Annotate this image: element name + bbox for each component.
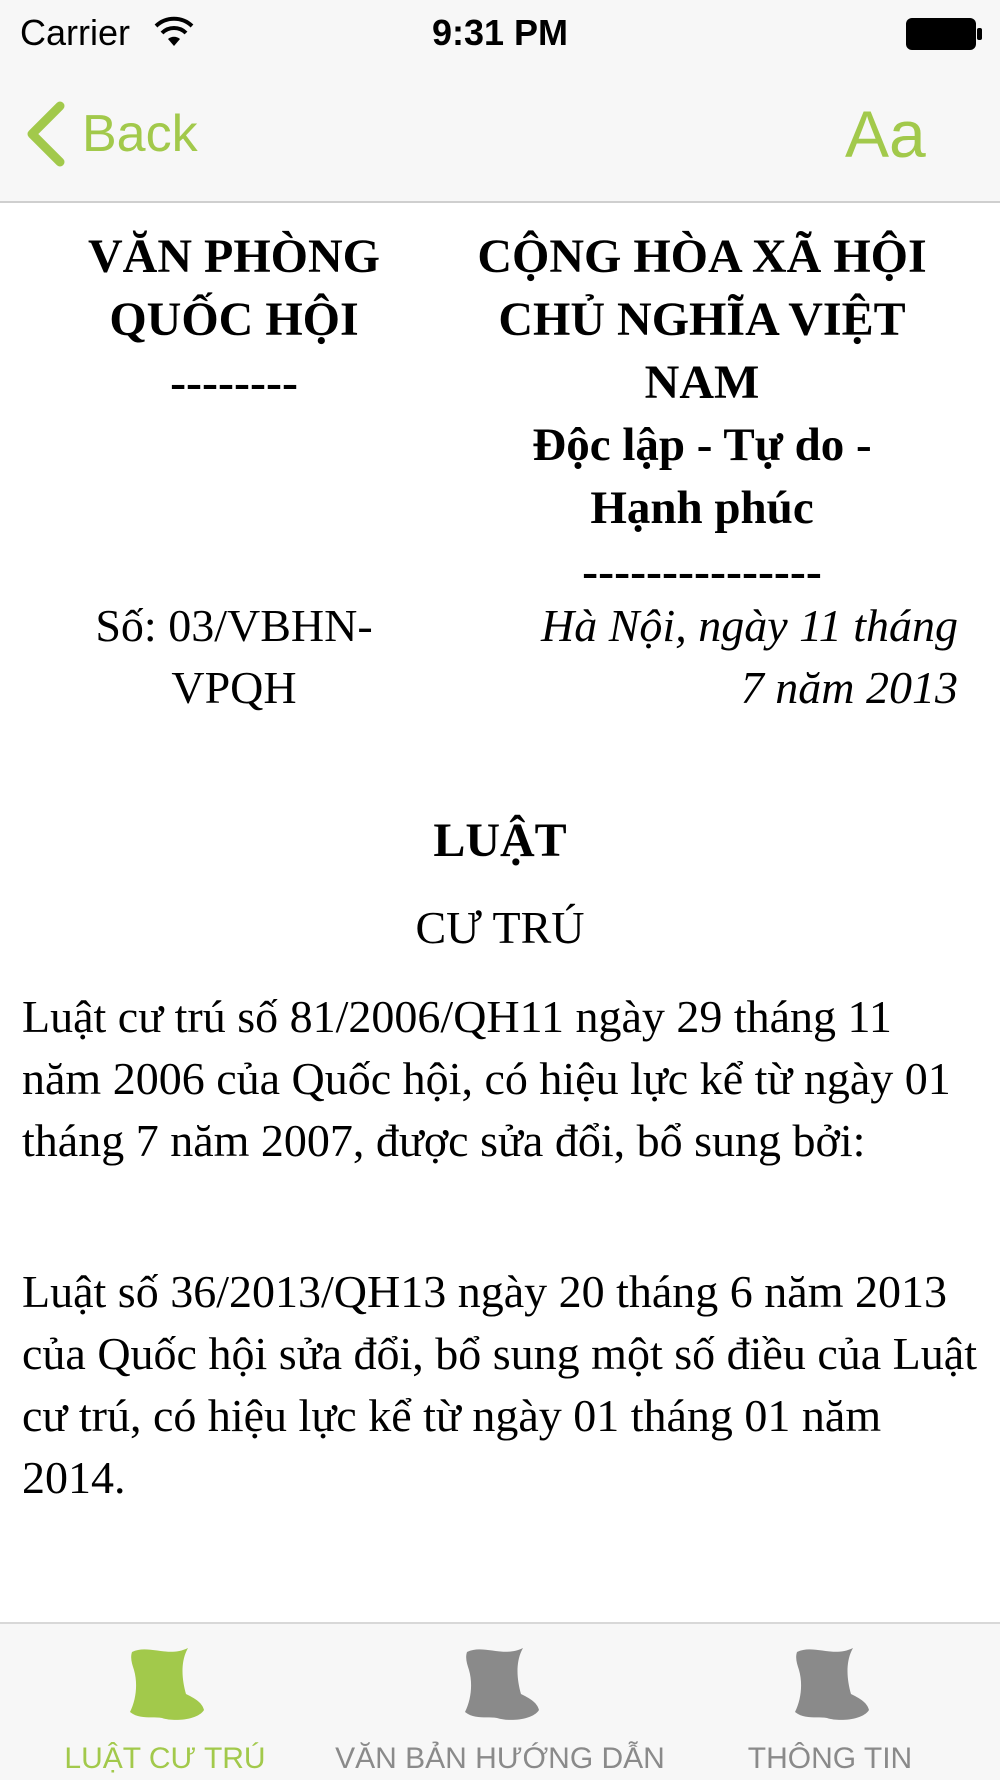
motto-line: Hạnh phúc: [590, 482, 814, 534]
nation-line: NAM: [644, 356, 760, 409]
document-number: [58, 595, 410, 719]
place-and-date: [452, 595, 958, 719]
chevron-left-icon: [24, 100, 66, 168]
agency-line: VĂN PHÒNG: [88, 230, 380, 283]
tab-bar: [0, 1622, 1000, 1780]
law-title: LUẬT: [433, 814, 567, 867]
document-paragraph: Luật số 36/2013/QH13 ngày 20 tháng 6 năm 2013 của Quốc hội sửa đổi, bổ sung một số điều của Luật cư trú, có hiệu lực kể từ ngày 01 tháng 01 năm 2014.: [22, 1266, 977, 1503]
status-bar: [0, 0, 1000, 68]
issuing-agency: [58, 225, 410, 414]
tab-thong-tin[interactable]: [720, 1624, 940, 1780]
national-title: [452, 225, 952, 603]
font-size-button[interactable]: Aa: [845, 97, 926, 171]
agency-line: QUỐC HỘI: [109, 293, 359, 346]
back-button[interactable]: [24, 98, 198, 170]
agency-separator: --------: [170, 356, 298, 409]
nation-line: CHỦ NGHĨA VIỆT: [498, 293, 906, 346]
status-time: 9:31 PM: [431, 12, 569, 53]
scroll-icon: [122, 1644, 208, 1724]
navigation-bar: [0, 68, 1000, 203]
nation-separator: ---------------: [582, 545, 822, 598]
tab-label: LUẬT CƯ TRÚ: [64, 1742, 266, 1775]
tab-label: VĂN BẢN HƯỚNG DẪN: [335, 1742, 665, 1775]
tab-van-ban-huong-dan[interactable]: [330, 1624, 670, 1780]
carrier-name: Carrier: [20, 12, 131, 53]
document-number-line: VPQH: [171, 662, 297, 713]
nation-line: CỘNG HÒA XÃ HỘI: [477, 230, 927, 283]
back-label: Back: [82, 105, 198, 163]
tab-label: THÔNG TIN: [747, 1742, 913, 1775]
scroll-icon: [787, 1644, 873, 1724]
document-paragraph: Luật cư trú số 81/2006/QH11 ngày 29 tháng 11 năm 2006 của Quốc hội, có hiệu lực kể từ ngày 01 tháng 7 năm 2007, được sửa đổi, bổ sung bởi:: [22, 991, 951, 1166]
law-subtitle: CƯ TRÚ: [415, 902, 585, 953]
battery-icon: [905, 17, 983, 51]
tab-luat-cu-tru[interactable]: [40, 1624, 290, 1780]
document-number-line: Số: 03/VBHN-: [95, 600, 373, 651]
place-date-line: Hà Nội, ngày 11 tháng: [541, 600, 958, 651]
place-date-line: 7 năm 2013: [740, 662, 958, 713]
scroll-icon: [457, 1644, 543, 1724]
document-view[interactable]: [0, 203, 1000, 1503]
motto-line: Độc lập - Tự do -: [532, 419, 872, 471]
